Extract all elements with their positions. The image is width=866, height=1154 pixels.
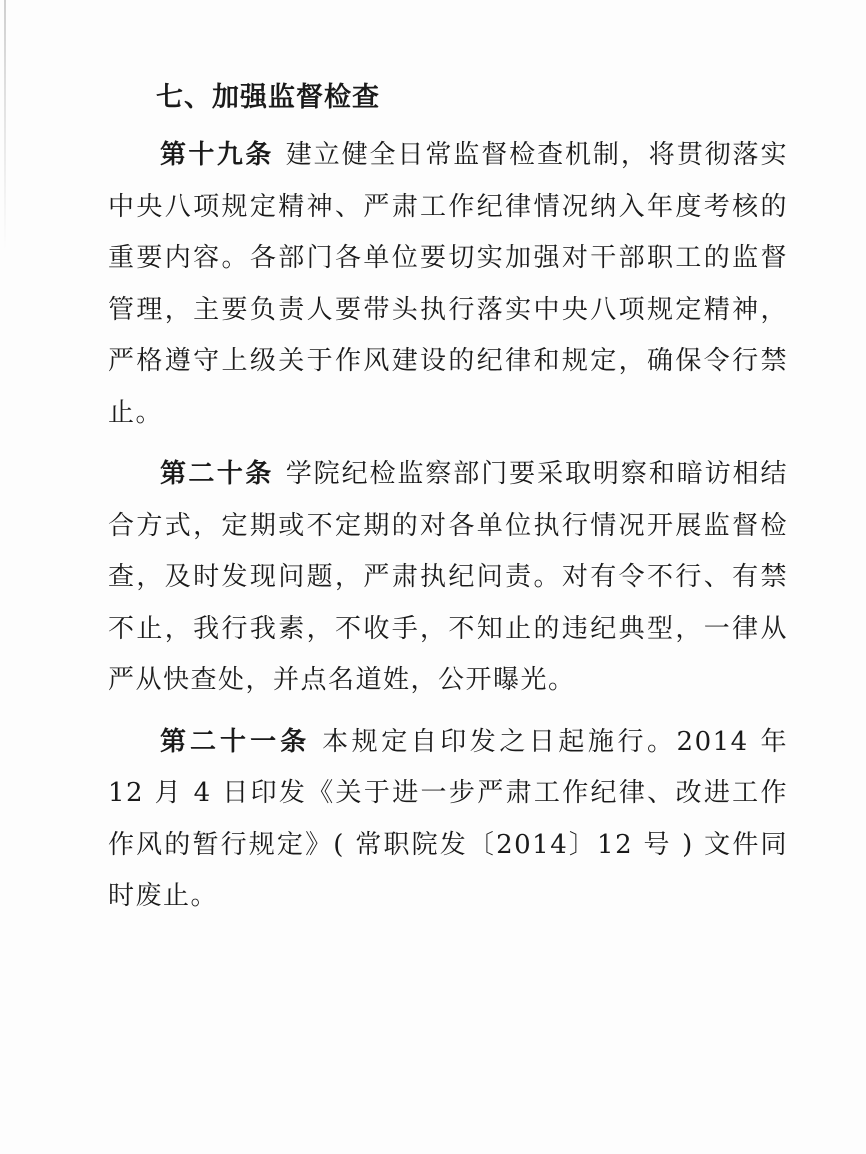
- section-heading: 七、加强监督检查: [156, 82, 380, 113]
- article-21: [108, 717, 788, 923]
- article-20-label: 第二十条: [160, 459, 274, 489]
- document-body: [108, 78, 788, 923]
- article-19-text: 建立健全日常监督检查机制，将贯彻落实中央八项规定精神、严肃工作纪律情况纳入年度考核的重要内容。各部门各单位要切实加强对干部职工的监督管理，主要负责人要带头执行落实中央八项规定精神，严格遵守上级关于作风建设的纪律和规定，确保令行禁止。: [108, 140, 788, 428]
- scan-edge-shadow: [4, 0, 6, 250]
- article-20-text: 学院纪检监察部门要采取明察和暗访相结合方式，定期或不定期的对各单位执行情况开展监督检查，及时发现问题，严肃执纪问责。对有令不行、有禁不止，我行我素，不收手，不知止的违纪典型，一律从严从快查处，并点名道姓，公开曝光。: [108, 459, 788, 695]
- article-19: [108, 130, 788, 439]
- article-19-label: 第十九条: [160, 140, 274, 170]
- article-21-text: 本规定自印发之日起施行。2014 年 12 月 4 日印发《关于进一步严肃工作纪律、改进工作作风的暂行规定》( 常职院发〔2014〕12 号 ) 文件同时废止。: [108, 726, 788, 911]
- article-20: [108, 449, 788, 707]
- article-21-label: 第二十一条: [160, 726, 311, 757]
